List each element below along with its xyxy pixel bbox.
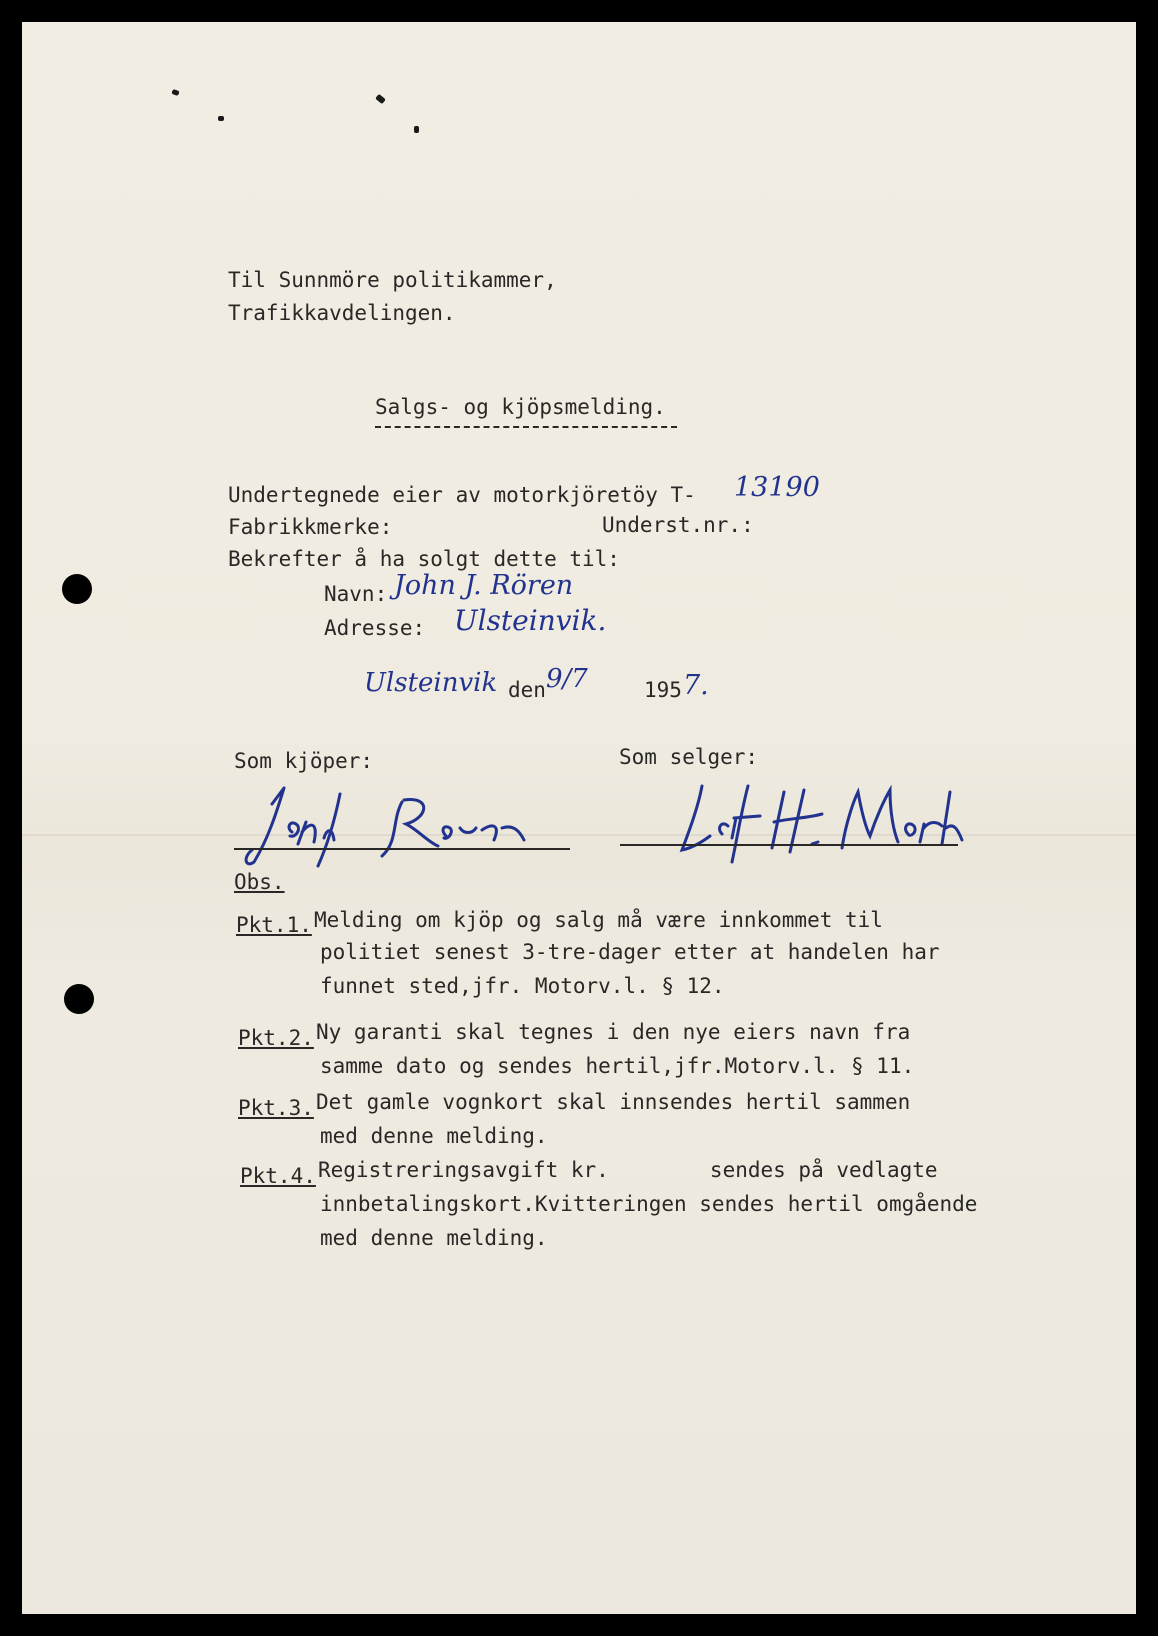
note-4-line-2: innbetalingskort.Kvitteringen sendes hertil omgående (320, 1192, 978, 1216)
punch-hole-top (62, 574, 92, 604)
notes-heading: Obs. (234, 870, 285, 894)
buyer-name-handwritten: John J. Rören (394, 570, 574, 601)
ink-speck (218, 116, 224, 121)
seller-label: Som selger: (619, 745, 759, 769)
note-4-line-1: Registreringsavgift kr. sendes på vedlagte (318, 1158, 938, 1182)
date-handwritten: 9/7 (546, 664, 588, 694)
punch-hole-bottom (64, 984, 94, 1014)
buyer-name-label: Navn: (324, 582, 388, 606)
year-handwritten: 7. (683, 670, 709, 701)
place-handwritten: Ulsteinvik (364, 668, 498, 698)
note-label-2: Pkt.2. (238, 1026, 314, 1050)
note-label-4: Pkt.4. (240, 1164, 316, 1188)
ink-speck (414, 126, 419, 133)
note-2-line-2: samme dato og sendes hertil,jfr.Motorv.l. § 11. (320, 1054, 915, 1078)
buyer-address-label: Adresse: (324, 616, 426, 640)
document-title: Salgs- og kjöpsmelding. (375, 395, 666, 419)
note-1-line-2: politiet senest 3-tre-dager etter at handelen har (320, 940, 940, 964)
buyer-signature (232, 784, 572, 874)
buyer-address-handwritten: Ulsteinvik. (454, 604, 607, 637)
owner-label: Undertegnede eier av motorkjöretöy T- (228, 483, 696, 507)
addressee-line-1: Til Sunnmöre politikammer, (228, 268, 557, 292)
note-1-line-1: Melding om kjöp og salg må være innkommet til (314, 908, 883, 932)
note-3-line-1: Det gamle vognkort skal innsendes hertil sammen (316, 1090, 911, 1114)
ink-speck (375, 94, 386, 104)
buyer-label: Som kjöper: (234, 749, 374, 773)
note-3-line-2: med denne melding. (320, 1124, 548, 1148)
note-4-line-3: med denne melding. (320, 1226, 548, 1250)
paper-fold (22, 834, 1136, 836)
note-label-3: Pkt.3. (238, 1096, 314, 1120)
seller-signature (662, 778, 962, 868)
note-2-line-1: Ny garanti skal tegnes i den nye eiers navn fra (316, 1020, 911, 1044)
addressee-line-2: Trafikkavdelingen. (228, 301, 456, 325)
document-page (22, 22, 1136, 1614)
seller-signature-line (620, 844, 958, 846)
note-label-1: Pkt.1. (236, 913, 312, 937)
reg-number-handwritten: 13190 (734, 472, 820, 503)
ink-speck (171, 89, 179, 96)
year-printed: 195 (644, 678, 682, 702)
chassis-label: Underst.nr.: (602, 513, 754, 537)
confirm-label: Bekrefter å ha solgt dette til: (228, 547, 620, 571)
title-underline (375, 426, 677, 428)
buyer-signature-line (234, 848, 570, 850)
date-prefix: den (508, 678, 546, 702)
note-1-line-3: funnet sted,jfr. Motorv.l. § 12. (320, 974, 725, 998)
make-label: Fabrikkmerke: (228, 515, 393, 539)
